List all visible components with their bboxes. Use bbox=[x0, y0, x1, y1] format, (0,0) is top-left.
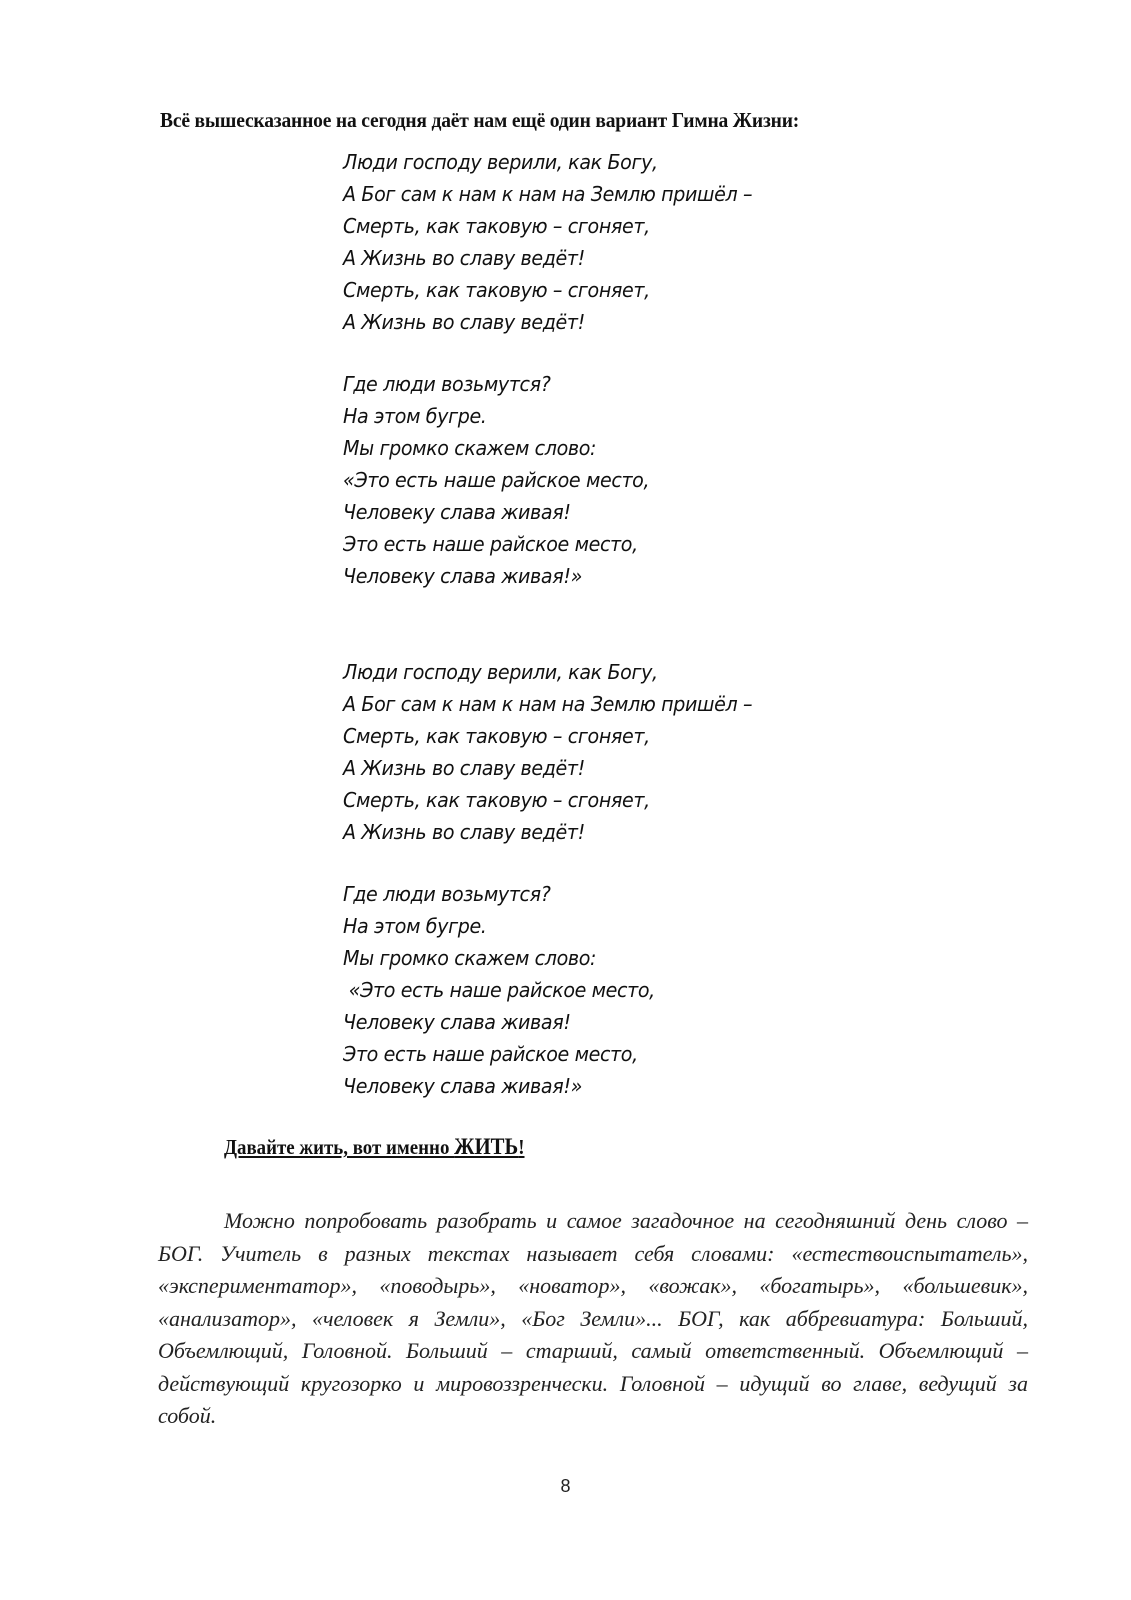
chorus-line: Мы громко скажем слово: bbox=[343, 436, 597, 460]
verse-line: Люди господу верили, как Богу, bbox=[343, 660, 658, 684]
verse-line: Смерть, как таковую – сгоняет, bbox=[343, 278, 650, 302]
chorus-line: Человеку слава живая! bbox=[343, 500, 571, 524]
verse-line: А Бог сам к нам к нам на Землю пришёл – bbox=[343, 692, 753, 716]
chorus-line: «Это есть наше райское место, bbox=[343, 978, 655, 1002]
chorus-line: На этом бугре. bbox=[343, 914, 487, 938]
chorus-line: Человеку слава живая!» bbox=[343, 1074, 582, 1098]
chorus-line: Это есть наше райское место, bbox=[343, 532, 638, 556]
chorus-line: Человеку слава живая!» bbox=[343, 564, 582, 588]
page-number: 8 bbox=[560, 1476, 571, 1496]
verse-line: Смерть, как таковую – сгоняет, bbox=[343, 788, 650, 812]
chorus-line: Где люди возьмутся? bbox=[343, 372, 551, 396]
body-paragraph: Можно попробовать разобрать и самое загадочное на сегодняшний день слово – БОГ. Учитель в разных текстах называет себя словами: «естествоиспытатель», «экспериментатор», «поводырь», «новатор», «вожак», «богатырь», «большевик», «анализатор», «человек я Земли», «Бог Земли»... БОГ, как аббревиатура: Больший, Объемлющий, Головной. Больший – старший, самый ответственный. Объемлющий – действующий кругозорко и мировоззренчески. Головной – идущий во главе, ведущий за собой. bbox=[158, 1208, 1028, 1428]
verse-line: А Бог сам к нам к нам на Землю пришёл – bbox=[343, 182, 753, 206]
chorus-line: На этом бугре. bbox=[343, 404, 487, 428]
chorus-line: Человеку слава живая! bbox=[343, 1010, 571, 1034]
chorus-line: Это есть наше райское место, bbox=[343, 1042, 638, 1066]
chorus-line: Мы громко скажем слово: bbox=[343, 946, 597, 970]
hymn-first-block bbox=[343, 146, 752, 592]
heading-emphasis: ЖИТЬ bbox=[454, 1134, 519, 1159]
chorus-line: Где люди возьмутся? bbox=[343, 882, 551, 906]
intro-sentence: Всё вышесказанное на сегодня даёт нам ещё один вариант Гимна Жизни: bbox=[160, 108, 800, 132]
verse-line: А Жизнь во славу ведёт! bbox=[343, 756, 585, 780]
heading-text: Давайте жить, вот именно bbox=[224, 1135, 455, 1159]
heading-end: ! bbox=[518, 1135, 525, 1159]
verse-line: Люди господу верили, как Богу, bbox=[343, 150, 658, 174]
hymn-second-block bbox=[343, 656, 752, 1102]
section-heading bbox=[224, 1134, 524, 1160]
verse-line: Смерть, как таковую – сгоняет, bbox=[343, 214, 650, 238]
verse-line: Смерть, как таковую – сгоняет, bbox=[343, 724, 650, 748]
verse-line: А Жизнь во славу ведёт! bbox=[343, 246, 585, 270]
verse-line: А Жизнь во славу ведёт! bbox=[343, 310, 585, 334]
verse-line: А Жизнь во славу ведёт! bbox=[343, 820, 585, 844]
chorus-line: «Это есть наше райское место, bbox=[343, 468, 650, 492]
